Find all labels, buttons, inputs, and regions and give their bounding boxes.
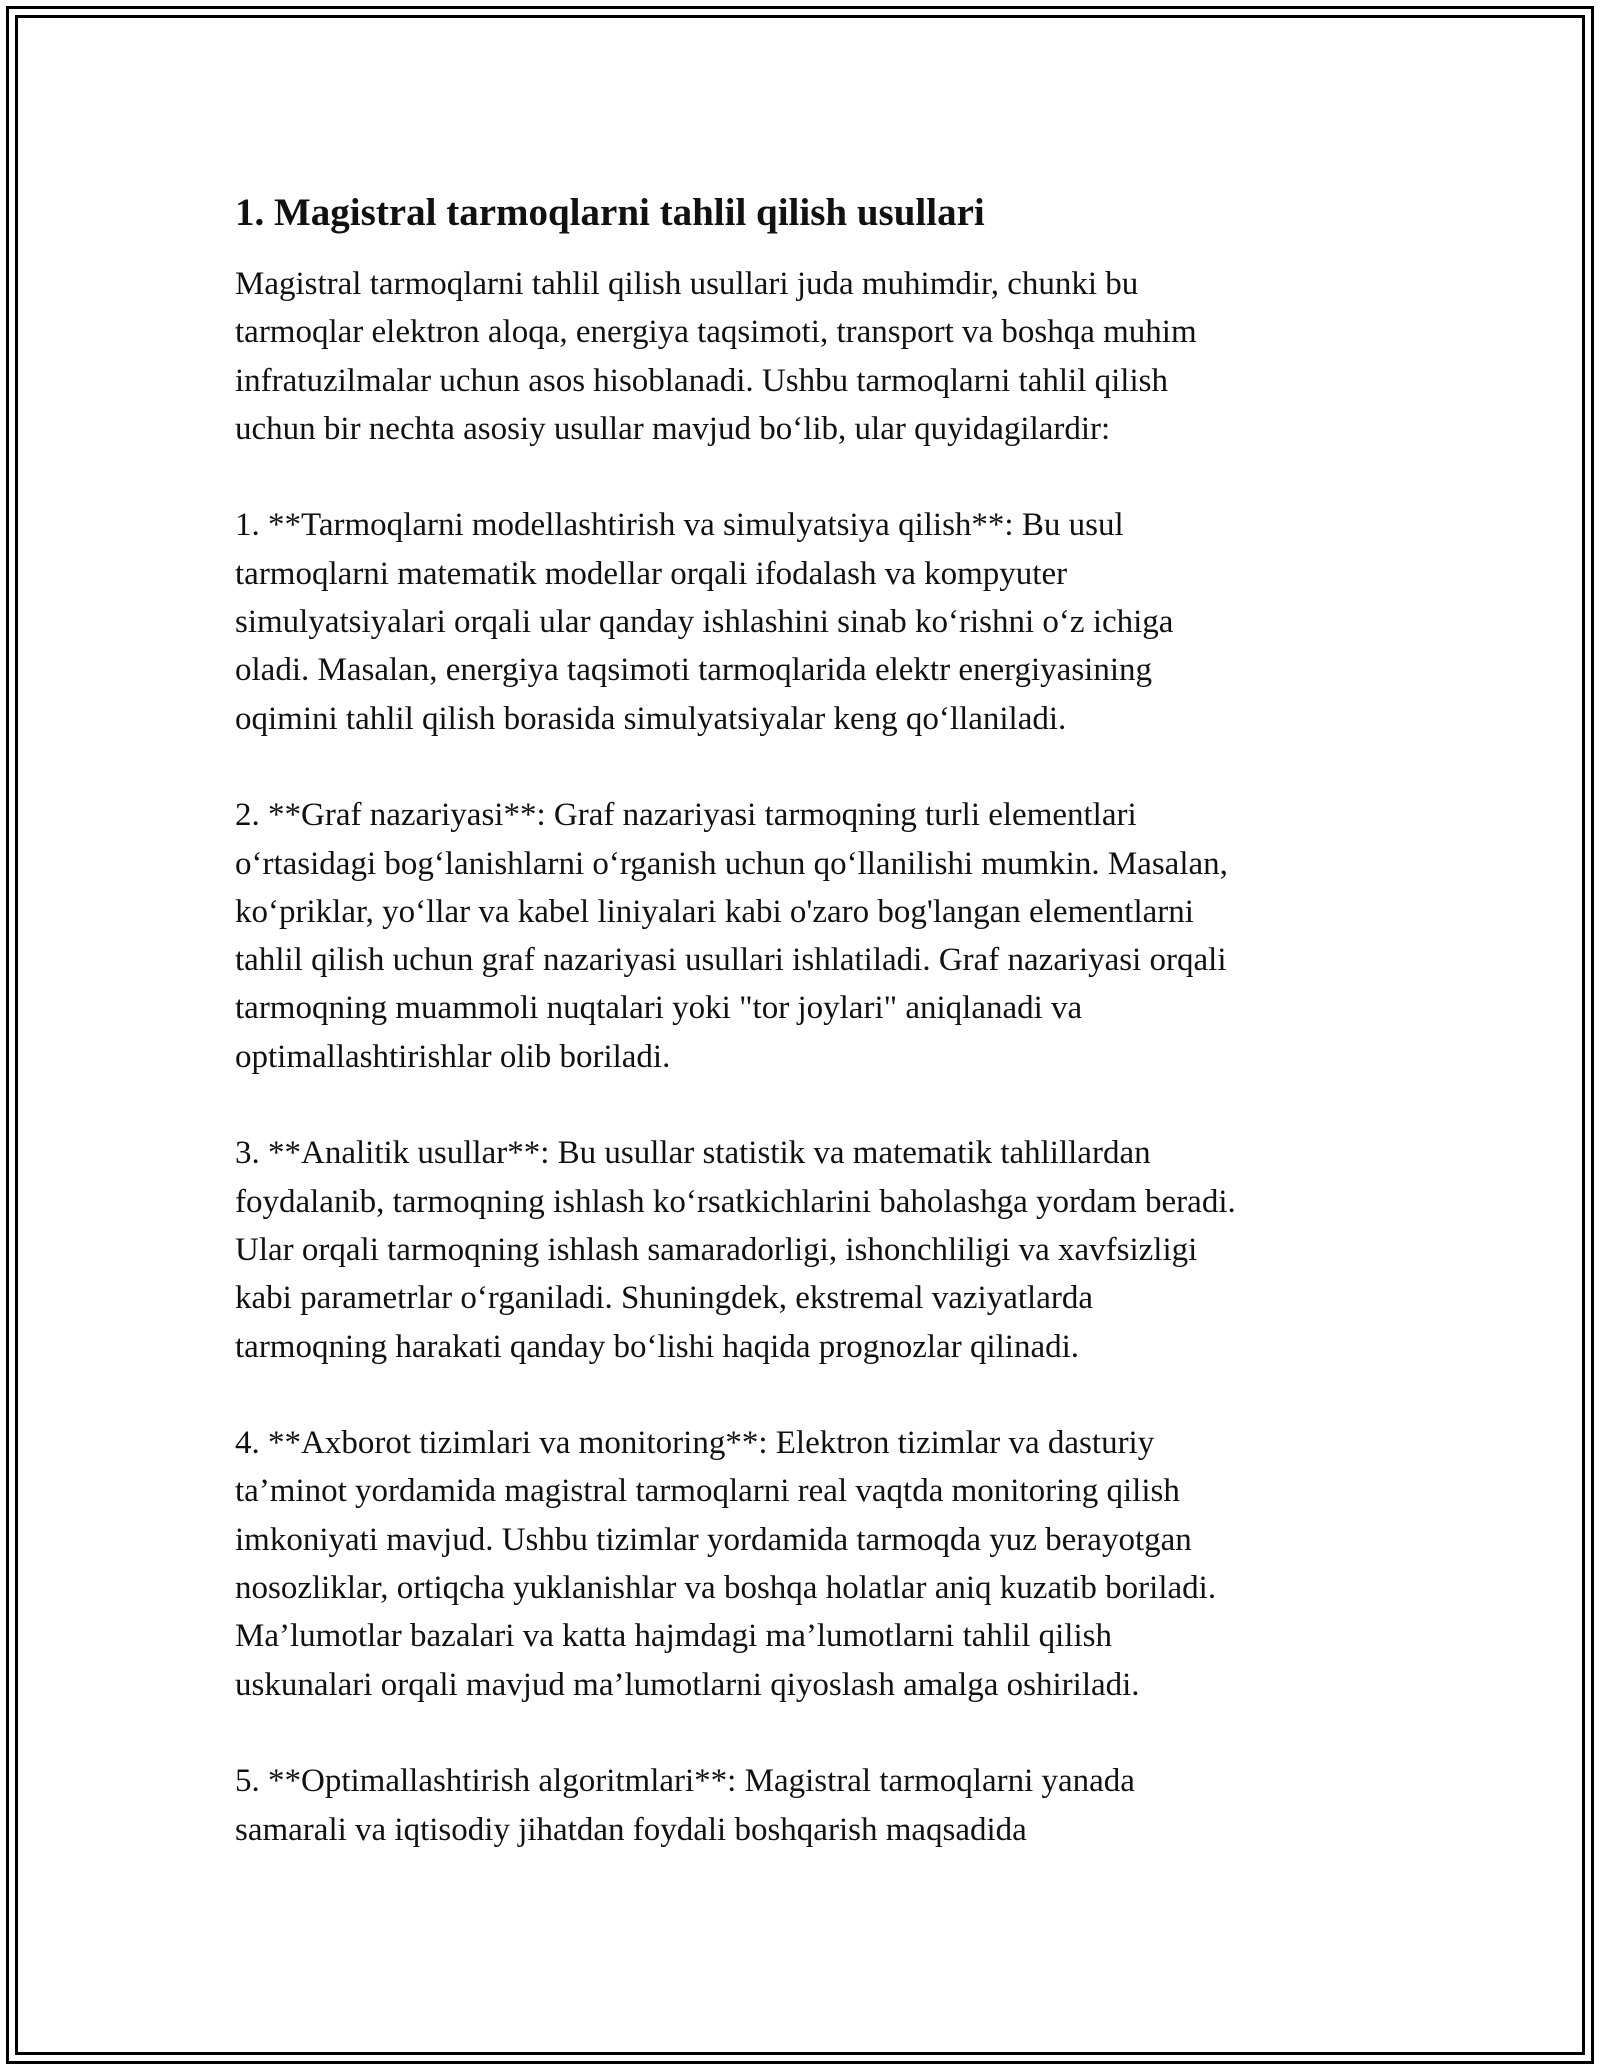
paragraph-line: simulyatsiyalari orqali ular qanday ishlashini sinab ko‘rishni o‘z ichiga: [235, 604, 1174, 641]
paragraph-line: tahlil qilish uchun graf nazariyasi usullari ishlatiladi. Graf nazariyasi orqali: [235, 942, 1227, 979]
section-heading: 1. Magistral tarmoqlarni tahlil qilish usullari: [235, 191, 985, 234]
paragraph-line: optimallashtirishlar olib boriladi.: [235, 1038, 671, 1075]
paragraph-line: foydalanib, tarmoqning ishlash ko‘rsatkichlarini baholashga yordam beradi.: [235, 1183, 1236, 1220]
paragraph-line: infratuzilmalar uchun asos hisoblanadi. Ushbu tarmoqlarni tahlil qilish: [235, 362, 1168, 399]
paragraph-line: Ma’lumotlar bazalari va katta hajmdagi ma’lumotlarni tahlil qilish: [235, 1618, 1112, 1655]
paragraph-line: oqimini tahlil qilish borasida simulyatsiyalar keng qo‘llaniladi.: [235, 700, 1067, 737]
paragraph-line: imkoniyati mavjud. Ushbu tizimlar yordamida tarmoqda yuz berayotgan: [235, 1521, 1192, 1558]
paragraph-line: uskunalari orqali mavjud ma’lumotlarni qiyoslash amalga oshiriladi.: [235, 1666, 1140, 1703]
method-5-paragraph: [235, 1757, 1375, 1854]
paragraph-line: o‘rtasidagi bog‘lanishlarni o‘rganish uchun qo‘llanilishi mumkin. Masalan,: [235, 845, 1228, 882]
paragraph-line: ko‘priklar, yo‘llar va kabel liniyalari kabi o'zaro bog'langan elementlarni: [235, 893, 1194, 930]
intro-paragraph: [235, 260, 1375, 453]
paragraph-line: 2. **Graf nazariyasi**: Graf nazariyasi tarmoqning turli elementlari: [235, 797, 1137, 834]
paragraph-line: tarmoqlarni matematik modellar orqali ifodalash va kompyuter: [235, 555, 1068, 592]
paragraph-line: Magistral tarmoqlarni tahlil qilish usullari juda muhimdir, chunki bu: [235, 266, 1139, 302]
paragraph-line: kabi parametrlar o‘rganiladi. Shuningdek, ekstremal vaziyatlarda: [235, 1280, 1093, 1317]
method-4-paragraph: [235, 1419, 1375, 1709]
document-body: [235, 186, 1375, 1902]
paragraph-line: 5. **Optimallashtirish algoritmlari**: Magistral tarmoqlarni yanada: [235, 1763, 1135, 1800]
paragraph-line: 3. **Analitik usullar**: Bu usullar statistik va matematik tahlillardan: [235, 1135, 1151, 1172]
paragraph-line: uchun bir nechta asosiy usullar mavjud bo‘lib, ular quyidagilardir:: [235, 410, 1111, 447]
paragraph-line: tarmoqning muammoli nuqtalari yoki "tor joylari" aniqlanadi va: [235, 990, 1083, 1027]
paragraph-line: 4. **Axborot tizimlari va monitoring**: Elektron tizimlar va dasturiy: [235, 1425, 1155, 1462]
paragraph-line: tarmoqlar elektron aloqa, energiya taqsimoti, transport va boshqa muhim: [235, 314, 1197, 351]
method-3-paragraph: [235, 1129, 1375, 1370]
paragraph-line: oladi. Masalan, energiya taqsimoti tarmoqlarida elektr energiyasining: [235, 652, 1153, 689]
paragraph-line: samarali va iqtisodiy jihatdan foydali boshqarish maqsadida: [235, 1811, 1027, 1848]
paragraph-line: ta’minot yordamida magistral tarmoqlarni real vaqtda monitoring qilish: [235, 1473, 1180, 1510]
paragraph-line: Ular orqali tarmoqning ishlash samaradorligi, ishonchliligi va xavfsizligi: [235, 1231, 1198, 1268]
method-2-paragraph: [235, 791, 1375, 1081]
paragraph-line: tarmoqning harakati qanday bo‘lishi haqida prognozlar qilinadi.: [235, 1328, 1080, 1365]
paragraph-line: 1. **Tarmoqlarni modellashtirish va simulyatsiya qilish**: Bu usul: [235, 507, 1124, 544]
paragraph-line: nosozliklar, ortiqcha yuklanishlar va boshqa holatlar aniq kuzatib boriladi.: [235, 1570, 1217, 1607]
method-1-paragraph: [235, 501, 1375, 742]
